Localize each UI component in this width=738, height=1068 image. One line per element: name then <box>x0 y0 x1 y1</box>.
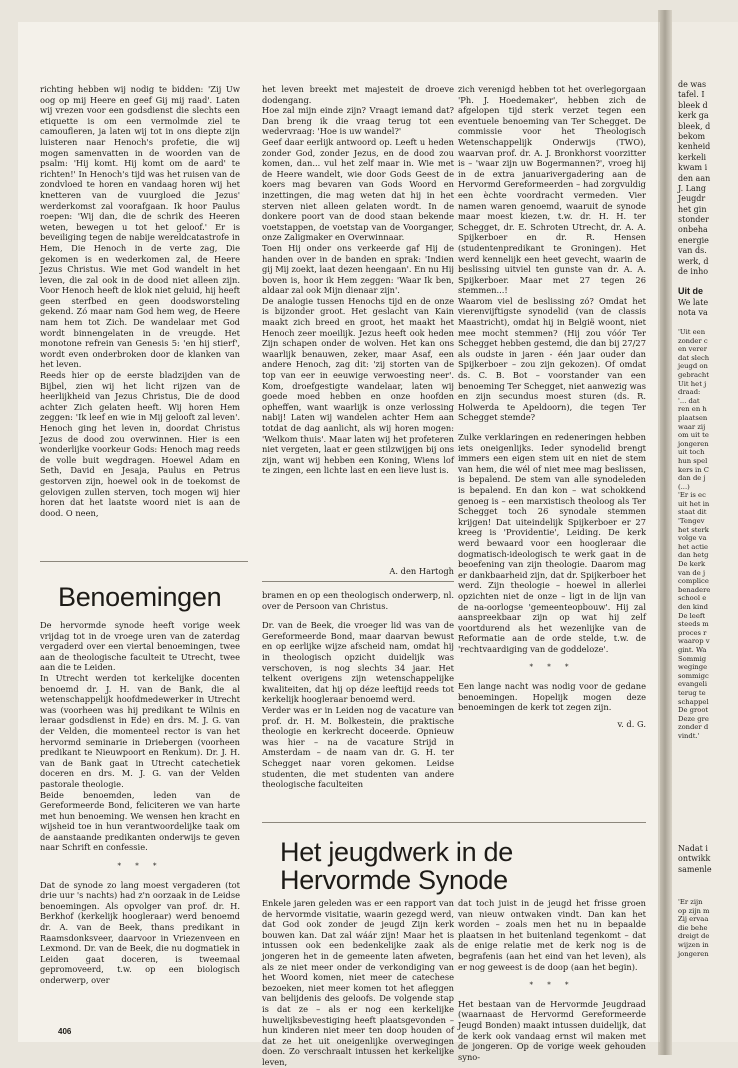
text-line-fragment: uit het in <box>678 499 710 508</box>
text-line-fragment: waar zij <box>678 422 706 431</box>
text-line-fragment: ren en h <box>678 405 707 414</box>
paragraph: Reeds hier op de eerste bladzijden van de Bijbel, zien wij het licht rijzen van de heerlijkheid van Jezus Christus, Die de dood achter Zich gelaten heeft. Wij horen Hem zeggen: 'Ik leef en wie in Mij gelooft zal leven'. Henoch ging het leven in, doordat Christus Jezus de dood zou overwinnen. Hier is een wonderlijke voorkeur Gods: Henoch mag reeds de volle buit wegdragen. Hoewel Adam en Seth, David en Jesaja, Paulus en Petrus gestorven zijn, hoewel ook in de toekomst de gelovigen zullen sterven, toch mogen wij hier horen dat het laatste woord niet is aan de dood. O neen, <box>40 370 240 518</box>
text-line-fragment: draad: <box>678 388 701 397</box>
text-line-fragment: school e <box>678 594 707 603</box>
text-line-fragment: '... dat <box>678 396 700 405</box>
text-line-fragment: zonder c <box>678 336 708 345</box>
text-line-fragment: Sommig <box>678 654 707 663</box>
text-line-fragment: evangeli <box>678 680 708 689</box>
text-line-fragment: De kerk <box>678 560 706 569</box>
text-line-fragment: terug te <box>678 688 706 697</box>
text-line-fragment: weginge <box>678 663 708 672</box>
text-line-fragment: onbeha <box>678 225 708 235</box>
text-line-fragment: den kind <box>678 603 708 611</box>
text-line-fragment: ontwikk <box>678 854 711 864</box>
paragraph: zich verenigd hebben tot het overlegorgaan 'Ph. J. Hoedemaker', hebben zich de afgelopen tijd sterk verzet tegen een eventuele benoeming van Ter Schegget. De commissie voor het Theologisch Wetenschappelijk Onderwijs (TWO), waarvan prof. dr. A. J. Bronkhorst voorzitter is – 'waar zijn uw Bogermannen?', vroeg hij in de extra januarivergadering aan de Hervormd Gereformeerden – had zorgvuldig een èchte voordracht vermeden. Vier namen waren genoemd, waaruit de synode maar moest kiezen, t.w. dr. H. H. ter Schegget, dr. E. Schroten Utrecht, dr. A. A. Spijkerboer en dr. R. Hensen (studentenpredikant te Groningen). Het werd kennelijk een heet gevecht, waarin de beslissing uitviel ten gunste van dr. A. A. Spijkerboer. Maar met 27 tegen 26 stemmen...! <box>458 84 646 296</box>
text-line-fragment: en verer <box>678 345 707 354</box>
text-line-fragment: bekom <box>678 131 706 141</box>
text-line-fragment: die behe <box>678 923 708 932</box>
text-line-fragment: 'Tengev <box>678 517 705 526</box>
book-gutter <box>658 10 672 1055</box>
paragraph: Geef daar eerlijk antwoord op. Leeft u heden zonder God, zonder Jezus, en de dood zou komen, dan... vul het zelf maar in. Wie met de Heere wandelt, wie door Gods Geest de koers mag bevaren van Gods Woord en inzettingen, die mag weten dat hij in het sterven niet alleen gelaten wordt. In de donkere poort van de dood staan bekende voetstappen, de voetstap van de Voorganger, onze Zaligmaker en Overwinnaar. <box>262 136 454 243</box>
paragraph: Toen Hij onder ons verkeerde gaf Hij de handen over in de banden en sprak: 'Indien gij Mij zoekt, laat dezen heengaan'. En nu Hij boven is, hoor ik Hem zeggen: 'Waar Ik ben, aldaar zal ook Mijn dienaar zijn'. <box>262 242 454 296</box>
text-line-fragment: volge va <box>678 534 707 543</box>
text-line-fragment: steeds m <box>678 620 709 629</box>
section-break: * * * <box>529 663 575 672</box>
section-break: * * * <box>117 862 163 871</box>
text-line-fragment: kerk ga <box>678 111 709 121</box>
benoemingen-column-2 <box>262 590 454 822</box>
paragraph: Zulke verklaringen en redeneringen hebben iets oneigenlijks. Ieder synodelid brengt immers een eigen stem uit en niet de stem van hem, die wél of niet mee mag beslissen, is bepalend. De stem van alle synodeleden is bepalend. En dan kon – wat schokkend genoeg is – een marxistisch theoloog als Ter Schegget toch 26 synodale stemmen krijgen! Dat uiteindelijk Spijkerboer er 27 kreeg is 'Providentie', Leiding. De kerk werd bewaard voor een hoogleraar die dogmatisch-ideologisch te werk gaat in de beoefening van zijn theologie. Daarom mag er dankbaarheid zijn, dat dr. Spijkerboer het werd. Zijn theologie – hoewel in allerlei opzichten niet de onze – ligt in de lijn van de na-oorlogse 'gemeenteopbouw'. Hij zal aanspreekbaar zijn op wat hij zelf voortdurend als het wezenlijke van de Reformatie aan de orde stelde, t.w. de 'rechtvaardiging van de goddeloze'. <box>458 432 646 654</box>
text-line-fragment: Zij ervaa <box>678 915 709 924</box>
text-line-fragment: Nadat i <box>678 844 708 853</box>
paragraph: dat toch juist in de jeugd het frisse groen van nieuw ontwaken vindt. Dan kan het worden – zoals men het nu in bepaalde plaatsen in het buitenland tegenkomt – dat de enige relatie met de kerk nog is de begrafenis (aan het eind van het leven), als er nog geweest is de doop (aan het begin). <box>458 898 646 972</box>
text-line-fragment: waarop v <box>678 637 710 646</box>
paragraph: Een lange nacht was nodig voor de gedane benoemingen. Hopelijk mogen deze benoemingen de kerk tot zegen zijn. <box>458 681 646 713</box>
text-line-fragment: gint. Wa <box>678 645 707 654</box>
text-line-fragment: van de j <box>678 568 706 577</box>
text-line-fragment: samenle <box>678 864 712 874</box>
text-line-fragment: jeugd on <box>678 362 708 371</box>
text-line-fragment: Deze gre <box>678 714 709 723</box>
text-line-fragment: benadere <box>678 585 711 594</box>
paragraph: Hoe zal mijn einde zijn? Vraagt iemand dat? Dan breng ik die vraag terug tot een wedervraag: 'Hoe is uw wandel?' <box>262 105 454 137</box>
text-line-fragment: proces r <box>678 628 707 637</box>
article-title: Benoemingen <box>58 582 222 612</box>
jeugdwerk-column-2 <box>458 898 646 1062</box>
text-line-fragment: 'Er is ec <box>678 491 706 500</box>
adjacent-page-quote-block <box>678 328 710 741</box>
text-line-fragment: op zijn m <box>678 906 710 915</box>
paragraph: Dr. van de Beek, die vroeger lid was van de Gereformeerde Bond, maar daarvan bewust en op eerlijke wijze afscheid nam, omdat hij in theologisch opzicht duidelijk was verschoven, is nog slechts 34 jaar. Het telkent overigens zijn wetenschappelijke kwaliteiten, dat hij op déze leeftijd reeds tot kerkelijk hoogleraar benoemd werd. <box>262 620 454 705</box>
text-line-fragment: jongeren <box>678 439 709 448</box>
text-line-fragment: sommigc <box>678 671 709 680</box>
paragraph: bramen en op een theologisch onderwerp, nl. over de Persoon van Christus. <box>262 590 454 611</box>
page-number: 406 <box>58 1027 72 1036</box>
paragraph: Waarom viel de beslissing zó? Omdat het vierenvijftigste synodelid (van de classis Maastricht), omdat hij in België woont, niet mee mocht stemmen? (Hij zou vóór Ter Schegget hebben gestemd, die dan bij 27/27 als oudste in jaren - één jaar ouder dan Spijkerboer – zou zijn gekozen). Of omdat ds. C. B. Bot – voorstander van een benoeming Ter Schegget, niet aanwezig was en zijn secundus moest sturen (ds. R. Holwerda te Apeldoorn), die tegen Ter Schegget stemde? <box>458 295 646 423</box>
text-line-fragment: wijzen in <box>678 940 709 949</box>
text-line-fragment: (...) <box>678 482 690 491</box>
text-line-fragment: werk, d <box>678 256 709 266</box>
adjacent-page-text-block <box>678 844 712 875</box>
text-line-fragment: zonder d <box>678 723 709 732</box>
text-line-fragment: het gin <box>678 204 707 214</box>
text-line-fragment: De groot <box>678 706 709 715</box>
text-line-fragment: van ds. <box>678 246 707 256</box>
text-line-fragment: den aan <box>678 173 711 183</box>
text-line-fragment: staat dit <box>678 508 707 517</box>
paragraph: De hervormde synode heeft vorige week vrijdag tot in de vroege uren van de zaterdag vergaderd over een viertal benoemingen, twee aan de theologische faculteit te Utrecht, twee aan die te Leiden. <box>40 620 240 673</box>
paragraph: Enkele jaren geleden was er een rapport van de hervormde visitatie, waarin gezegd werd, dat God ook zonder de jeugd Zijn kerk bouwen kan. Dat zal wáár zijn! Maar het is intussen ook een bedenkelijke zaak als jongeren het in de gemeente laten afweten, als ze niet meer onder de verkondiging van het Woord komen, niet meer de catechese bezoeken, niet meer komen tot het afleggen van belijdenis des geloofs. De volgende stap is dat ze – als er nog een kerkelijke huwelijksbevestiging heeft plaatsgevonden – hun kinderen niet meer ten doop houden of dat ze het uit oneigenlijke overwegingen doen. Zo verschraalt intussen het kerkelijke leven, <box>262 898 454 1067</box>
paragraph: In Utrecht werden tot kerkelijke docenten benoemd dr. J. H. van de Bank, die al wetenschappelijk hoofdmedewerker in Utrecht was (voorheen was hij predikant te Wilnis en leraar godsdienst in Ede) en drs. M. J. G. van der Velden, die momenteel rector is van het hervormd seminarie in Driebergen (voorheen predikant te Nieuwpoort en Renkum). Dr. J. H. van de Bank gaat in Utrecht catechetiek doceren en drs. M. J. G. van der Velden pastorale theologie. <box>40 672 240 789</box>
text-line-fragment: 'Er zijn <box>678 898 703 906</box>
text-line-fragment: de inho <box>678 267 709 277</box>
text-line-fragment: het sterk <box>678 525 709 534</box>
text-line-fragment: schappel <box>678 697 709 706</box>
paragraph: Het bestaan van de Hervormde Jeugdraad (waarnaast de Hervormd Gereformeerde Jeugd Bonden) maakt intussen duidelijk, dat de kerk ook vandaag ernst wil maken met de jongeren. Op de vorige week gehouden syno- <box>458 998 646 1062</box>
text-line-fragment: complice <box>678 577 709 586</box>
text-line-fragment: gebracht <box>678 370 709 379</box>
section-break: * * * <box>529 981 575 990</box>
section-divider <box>262 581 454 582</box>
adjacent-page-edge <box>672 22 738 1042</box>
text-line-fragment: bleek d <box>678 100 708 110</box>
article-column-2-continuation <box>262 84 454 560</box>
text-line-fragment: tafel. I <box>678 90 705 100</box>
text-line-fragment: dat slech <box>678 353 710 362</box>
text-line-fragment: nota va <box>678 308 708 318</box>
text-line-fragment: Uit het j <box>678 379 707 388</box>
paragraph: richting hebben wij nodig te bidden: 'Zij Uw oog op mij Heere en geef Gij mij raad'. Laten wij vrezen voor een godsdienst die slechts een etiquette is om een vermolmde ziel te camoufleren, ja laten wij tot in ons diepte zijn luisteren naar Henoch's profetie, die wij mogen samenvatten in de woorden van de psalm: 'Hij komt. Hij komt om de aard' te richten!' In Henoch's tijd was het ruisen van de zondvloed te horen en vandaag horen wij het knetteren van de vuurgloed die Jezus' werderkomst zal voorafgaan. Ik hoor Paulus roepen: 'Wij dan, die de schrik des Heeren weten, bewegen u tot het geloof.' Er is beveiliging tegen de nabije wereldcatastrofe in Hem, Die Henoch in de verte zag, Die gekomen is en wederkomen zal, de Heere Jezus Christus. Wie met God wandelt in het leven, die zal ook in de dood niet alleen zijn. Voor Henoch heeft de klok niet geluid, hij heeft geen sterfbed en geen doodsworsteling gekend. Zó maar nam God hem weg, de Heere nam hem tot Zich. De wandelaar met God wordt binnengelaten in de vreugde. Het monotone refrein van Genesis 5: 'en hij stierf', wordt even onderbroken door de klanken van het leven. <box>40 84 240 370</box>
article-column-3 <box>458 84 646 780</box>
text-line-fragment: 'Uit een <box>678 328 706 336</box>
adjacent-page-text-block <box>678 298 708 319</box>
text-line-fragment: uit toch <box>678 448 705 457</box>
text-line-fragment: kwam i <box>678 163 708 173</box>
adjacent-page-heading: Uit de <box>678 286 704 296</box>
paragraph: Verder was er in Leiden nog de vacature van prof. dr. H. M. Bolkestein, die praktische theologie en kerkrecht doceerde. Opnieuw was hier – na de vacature Strijd in Amsterdam – de naam van dr. G. H. ter Schegget naar voren gekomen. Leidse studenten, die met studenten van andere theologische faculteiten <box>262 704 454 790</box>
text-line-fragment: de was <box>678 80 707 89</box>
text-line-fragment: J. Lang <box>678 183 707 193</box>
paragraph: De analogie tussen Henochs tijd en de onze is bijzonder groot. Het geslacht van Kain maakt zich breed en groot, het maakt het Henoch zeer moeilijk. Jezus heeft ook heden Zijn schapen onder de wolven. Het kan ons waarlijk benauwen, zeker, maar Asaf, een andere Henoch, zag dit: 'zij storten van de top van eer in eeuwige verwoesting neer'. Kom, droefgestigte wandelaar, laten wij goede moed hebben en onze hoofden opheffen, want waarlijk is onze verlossing nabij! Laten wij wandelen achter Hem aan totdat de dag aanlicht, als wij horen mogen: 'Welkom thuis'. Maar laten wij het profeteren niet vergeten, laat er geen stilzwijgen bij ons zijn, want wij hebben een Koning, Wiens lof te zingen, een lichte last en een lieve lust is. <box>262 295 454 476</box>
text-line-fragment: dan hetg <box>678 551 709 560</box>
adjacent-page-quote-block <box>678 898 709 958</box>
section-divider <box>40 561 248 562</box>
text-line-fragment: Jeugdr <box>678 194 706 204</box>
text-line-fragment: hun spel <box>678 456 708 465</box>
text-line-fragment: kers in C <box>678 465 709 474</box>
benoemingen-column-1 <box>40 620 240 1022</box>
text-line-fragment: stonder <box>678 215 709 225</box>
text-line-fragment: dan de j <box>678 474 706 483</box>
text-line-fragment: energie <box>678 235 709 245</box>
article-title: Het jeugdwerk in de Hervormde Synode <box>280 837 513 895</box>
text-line-fragment: vindt.' <box>678 731 700 740</box>
text-line-fragment: het actie <box>678 542 709 551</box>
text-line-fragment: kerkeli <box>678 152 707 162</box>
text-line-fragment: De leeft <box>678 611 706 620</box>
text-line-fragment: om uit te <box>678 431 709 440</box>
paragraph: Beide benoemden, leden van de Gereformeerde Bond, feliciteren we van harte met hun benoeming. We wensen hen kracht en wijsheid toe in hun verantwoordelijke taak om de aanstaande predikanten onderwijs te geven naar Schrift en confessie. <box>40 789 240 853</box>
jeugdwerk-column-1 <box>262 898 454 1067</box>
paragraph: het leven breekt met majesteit de droeve dodengang. <box>262 84 454 105</box>
text-line-fragment: dreigt de <box>678 932 710 941</box>
author-signature: A. den Hartogh <box>389 566 454 576</box>
text-line-fragment: We late <box>678 298 709 307</box>
adjacent-page-text-block <box>678 80 710 277</box>
section-divider <box>262 822 646 823</box>
text-line-fragment: plaatsen <box>678 413 708 422</box>
text-line-fragment: jongeren <box>678 949 709 958</box>
paragraph: Dat de synode zo lang moest vergaderen (tot drie uur 's nachts) had z'n oorzaak in de Leidse benoemingen. Als opvolger van prof. dr. H. Berkhof (kerkelijk hoogleraar) werd benoemd dr. A. van de Beek, thans predikant in Raamsdonksveer, daarvoor in Vriezenveen en Lexmond. Dr. van de Beek, die nu dogmatiek in Leiden gaat doceren, is tweemaal gepromoveerd, t.w. op een biologisch onderwerp, over <box>40 879 240 985</box>
author-signature: v. d. G. <box>617 718 646 729</box>
text-line-fragment: kenheid <box>678 142 711 152</box>
article-column-1-continuation <box>40 84 240 556</box>
text-line-fragment: bleek, d <box>678 121 711 131</box>
magazine-page <box>18 22 658 1067</box>
